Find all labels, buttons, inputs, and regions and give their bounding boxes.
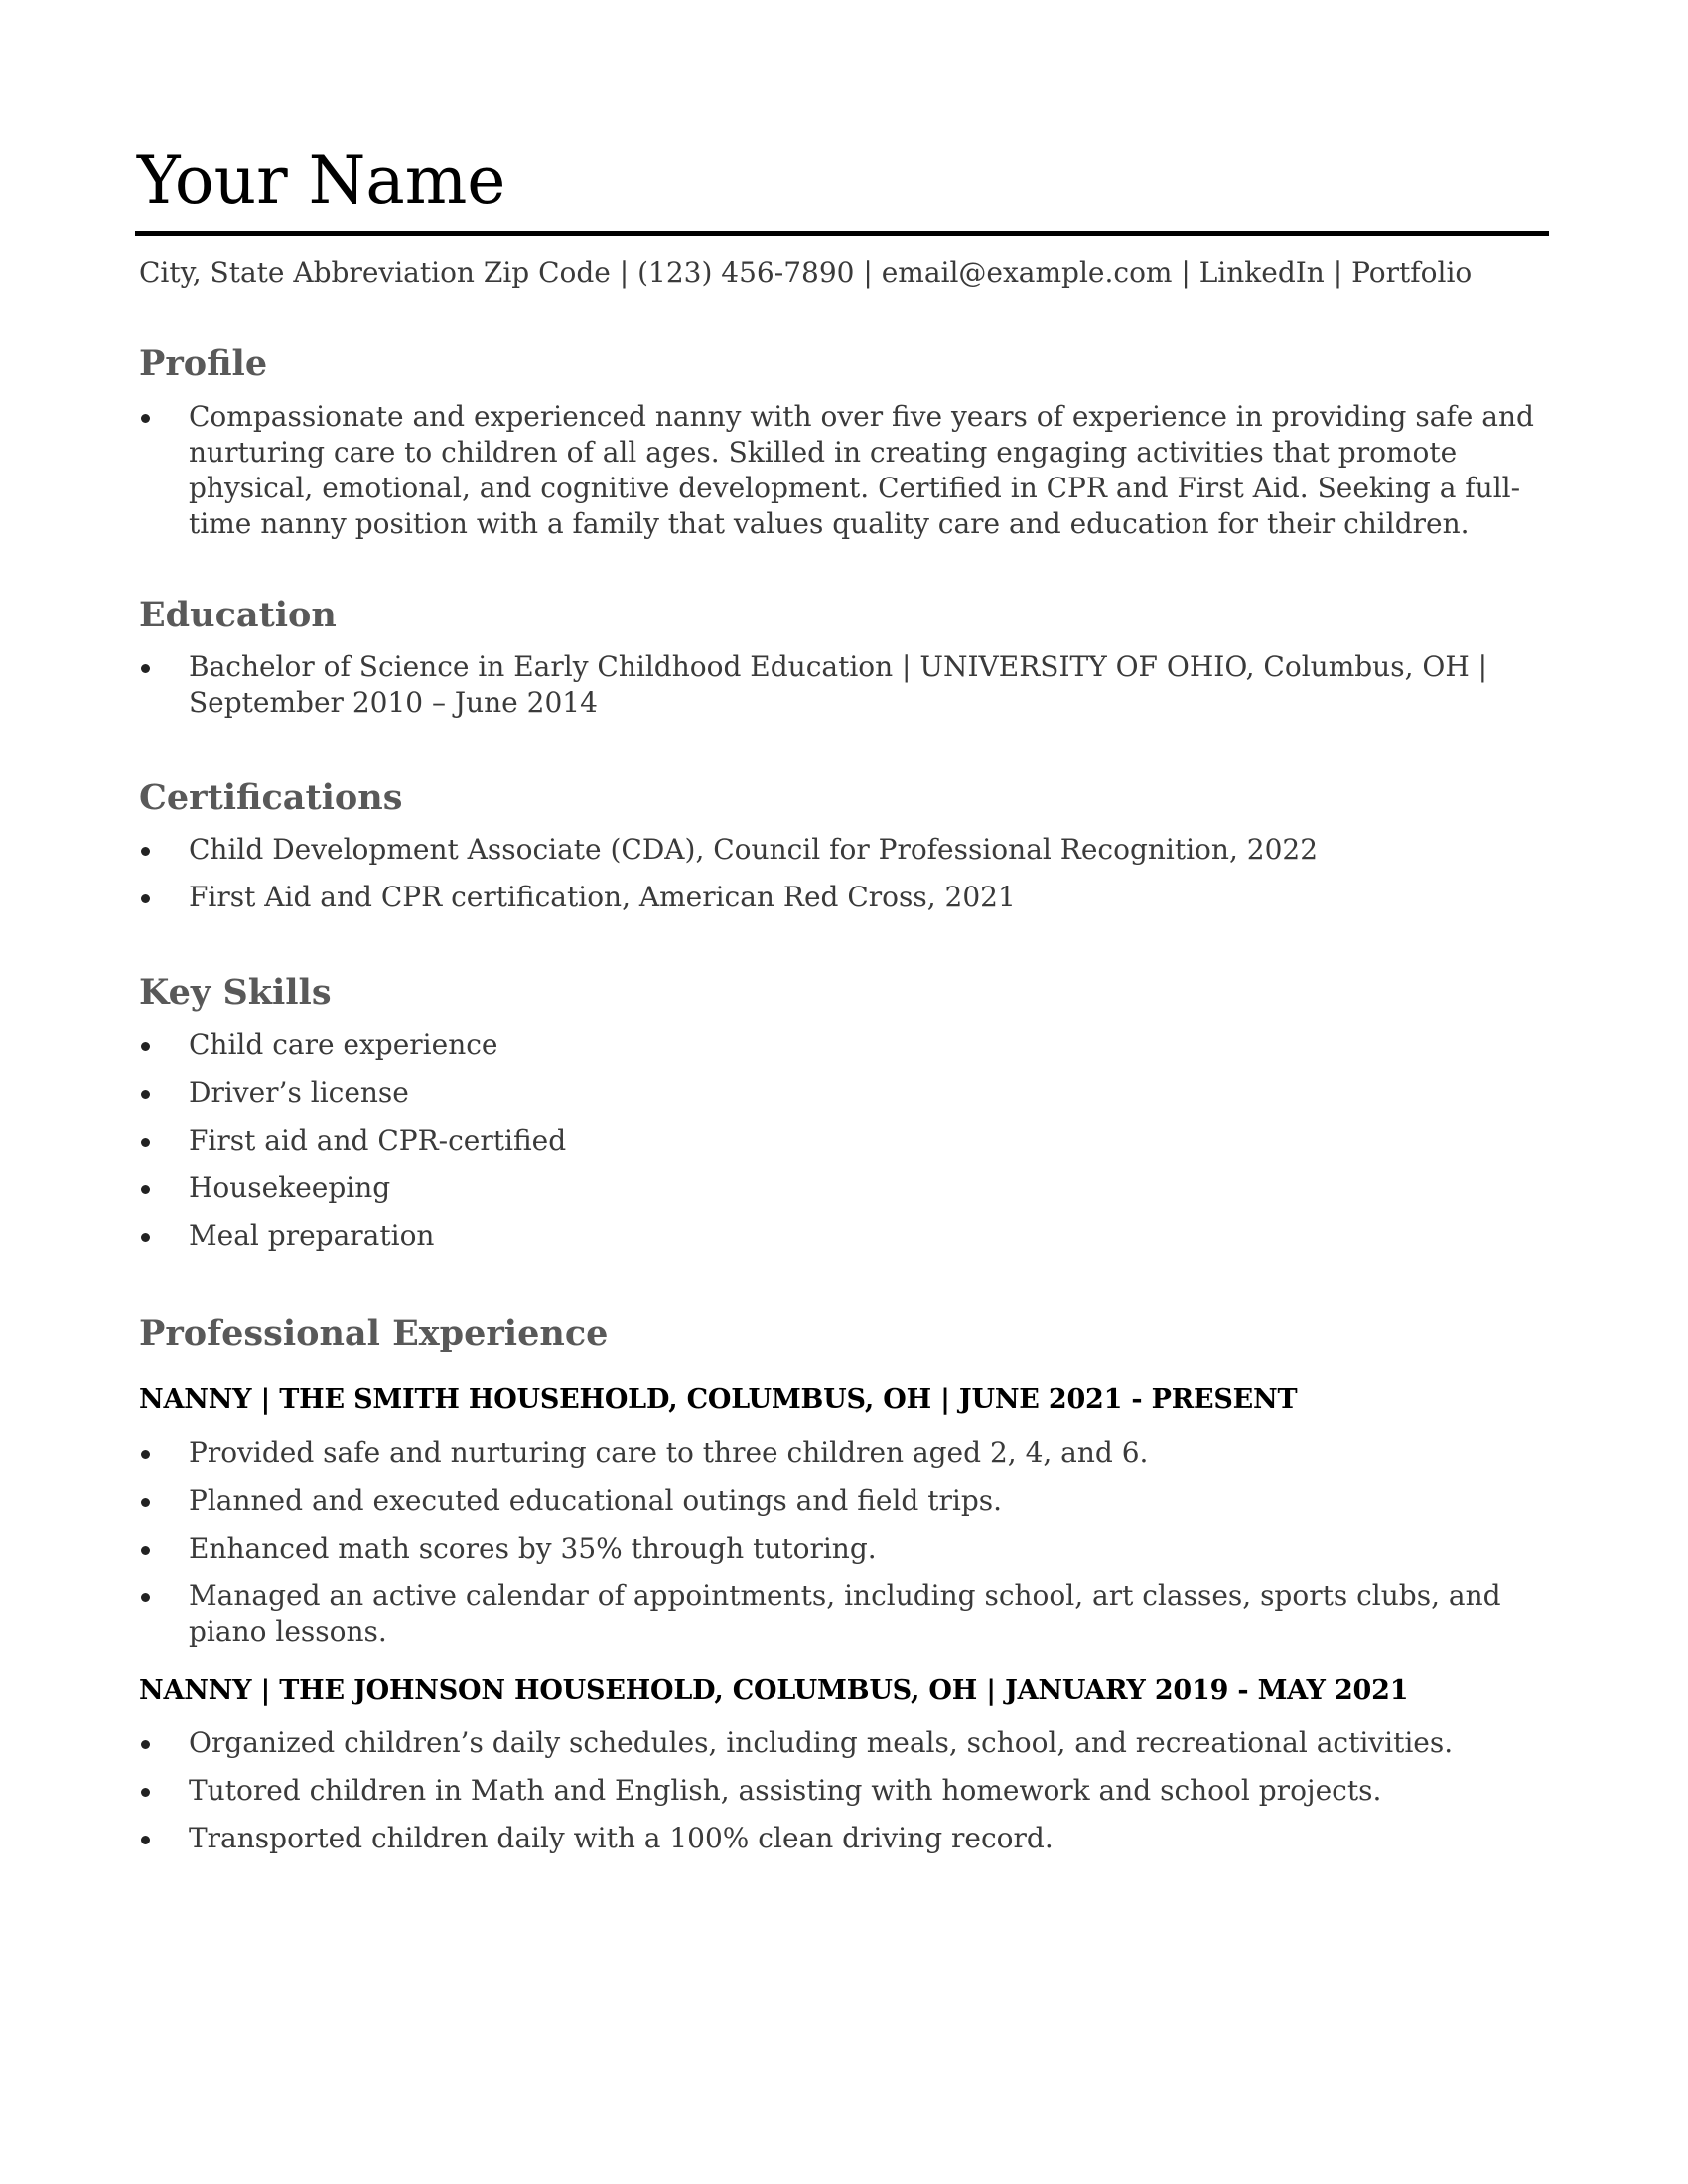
bullet-icon — [141, 1836, 150, 1844]
bullet-icon — [141, 1740, 150, 1749]
profile-item — [139, 399, 1549, 542]
resume-name: Your Name — [137, 142, 506, 218]
bullet-icon — [141, 847, 150, 856]
bullet-icon — [141, 1138, 150, 1147]
bullet-icon — [141, 1498, 150, 1507]
job-duty-item — [139, 1578, 1549, 1650]
job-duty-item — [139, 1725, 1549, 1761]
certifications-heading: Certifications — [139, 777, 403, 818]
job-heading: NANNY | THE SMITH HOUSEHOLD, COLUMBUS, OH | JUNE 2021 - PRESENT — [139, 1384, 1298, 1415]
job-duty-item — [139, 1773, 1549, 1809]
certification-item — [139, 832, 1549, 868]
skill-item — [139, 1123, 1549, 1159]
skill-item-text: First aid and CPR-certified — [189, 1124, 567, 1157]
education-list — [139, 649, 1549, 721]
profile-list — [139, 399, 1549, 542]
skill-item-text: Child care experience — [189, 1028, 498, 1061]
job-duty-text: Managed an active calendar of appointments, including school, art classes, sports clubs, and piano lessons. — [189, 1579, 1501, 1648]
bullet-icon — [141, 1233, 150, 1242]
bullet-icon — [141, 1042, 150, 1051]
job-duty-item — [139, 1531, 1549, 1567]
skill-item — [139, 1218, 1549, 1254]
job-duty-text: Transported children daily with a 100% clean driving record. — [189, 1822, 1054, 1854]
bullet-icon — [141, 1185, 150, 1194]
job-duty-item — [139, 1821, 1549, 1856]
education-item — [139, 649, 1549, 721]
skill-item — [139, 1027, 1549, 1063]
profile-heading: Profile — [139, 343, 268, 384]
certifications-list — [139, 832, 1549, 927]
header-divider — [135, 231, 1549, 236]
bullet-icon — [141, 1788, 150, 1797]
skills-list — [139, 1027, 1549, 1266]
job-duty-text: Enhanced math scores by 35% through tutoring. — [189, 1532, 877, 1565]
skill-item — [139, 1075, 1549, 1111]
job-duties-list — [139, 1725, 1549, 1868]
skill-item — [139, 1170, 1549, 1206]
bullet-icon — [141, 1090, 150, 1099]
contact-line: City, State Abbreviation Zip Code | (123) 456-7890 | email@example.com | LinkedIn | Portfolio — [139, 256, 1473, 289]
certification-item — [139, 880, 1549, 915]
job-duty-text: Tutored children in Math and English, assisting with homework and school projects. — [189, 1774, 1382, 1807]
bullet-icon — [141, 894, 150, 903]
skill-item-text: Housekeeping — [189, 1171, 391, 1204]
education-item-text: Bachelor of Science in Early Childhood Education | UNIVERSITY OF OHIO, Columbus, OH | September 2010 – June 2014 — [189, 650, 1488, 719]
education-heading: Education — [139, 595, 337, 635]
skill-item-text: Driver’s license — [189, 1076, 409, 1109]
job-duty-item — [139, 1435, 1549, 1471]
skill-item-text: Meal preparation — [189, 1219, 435, 1252]
bullet-icon — [141, 664, 150, 673]
job-duties-list — [139, 1435, 1549, 1662]
job-duty-text: Organized children’s daily schedules, including meals, school, and recreational activities. — [189, 1726, 1454, 1759]
job-heading: NANNY | THE JOHNSON HOUSEHOLD, COLUMBUS, OH | JANUARY 2019 - MAY 2021 — [139, 1675, 1409, 1706]
job-duty-item — [139, 1483, 1549, 1519]
job-duty-text: Planned and executed educational outings and field trips. — [189, 1484, 1003, 1517]
job-duty-text: Provided safe and nurturing care to three children aged 2, 4, and 6. — [189, 1436, 1149, 1469]
bullet-icon — [141, 414, 150, 423]
skills-heading: Key Skills — [139, 972, 332, 1013]
bullet-icon — [141, 1593, 150, 1602]
profile-item-text: Compassionate and experienced nanny with over five years of experience in providing safe and nurturing care to children of all ages. Skilled in creating engaging activities that promote physical, emotional, and cognitive development. Certified in CPR and First Aid. Seeking a full-time nanny position with a family that values quality care and education for their children. — [189, 400, 1534, 540]
certification-item-text: First Aid and CPR certification, American Red Cross, 2021 — [189, 881, 1016, 913]
certification-item-text: Child Development Associate (CDA), Council for Professional Recognition, 2022 — [189, 833, 1319, 866]
bullet-icon — [141, 1450, 150, 1459]
bullet-icon — [141, 1546, 150, 1555]
experience-heading: Professional Experience — [139, 1313, 609, 1354]
